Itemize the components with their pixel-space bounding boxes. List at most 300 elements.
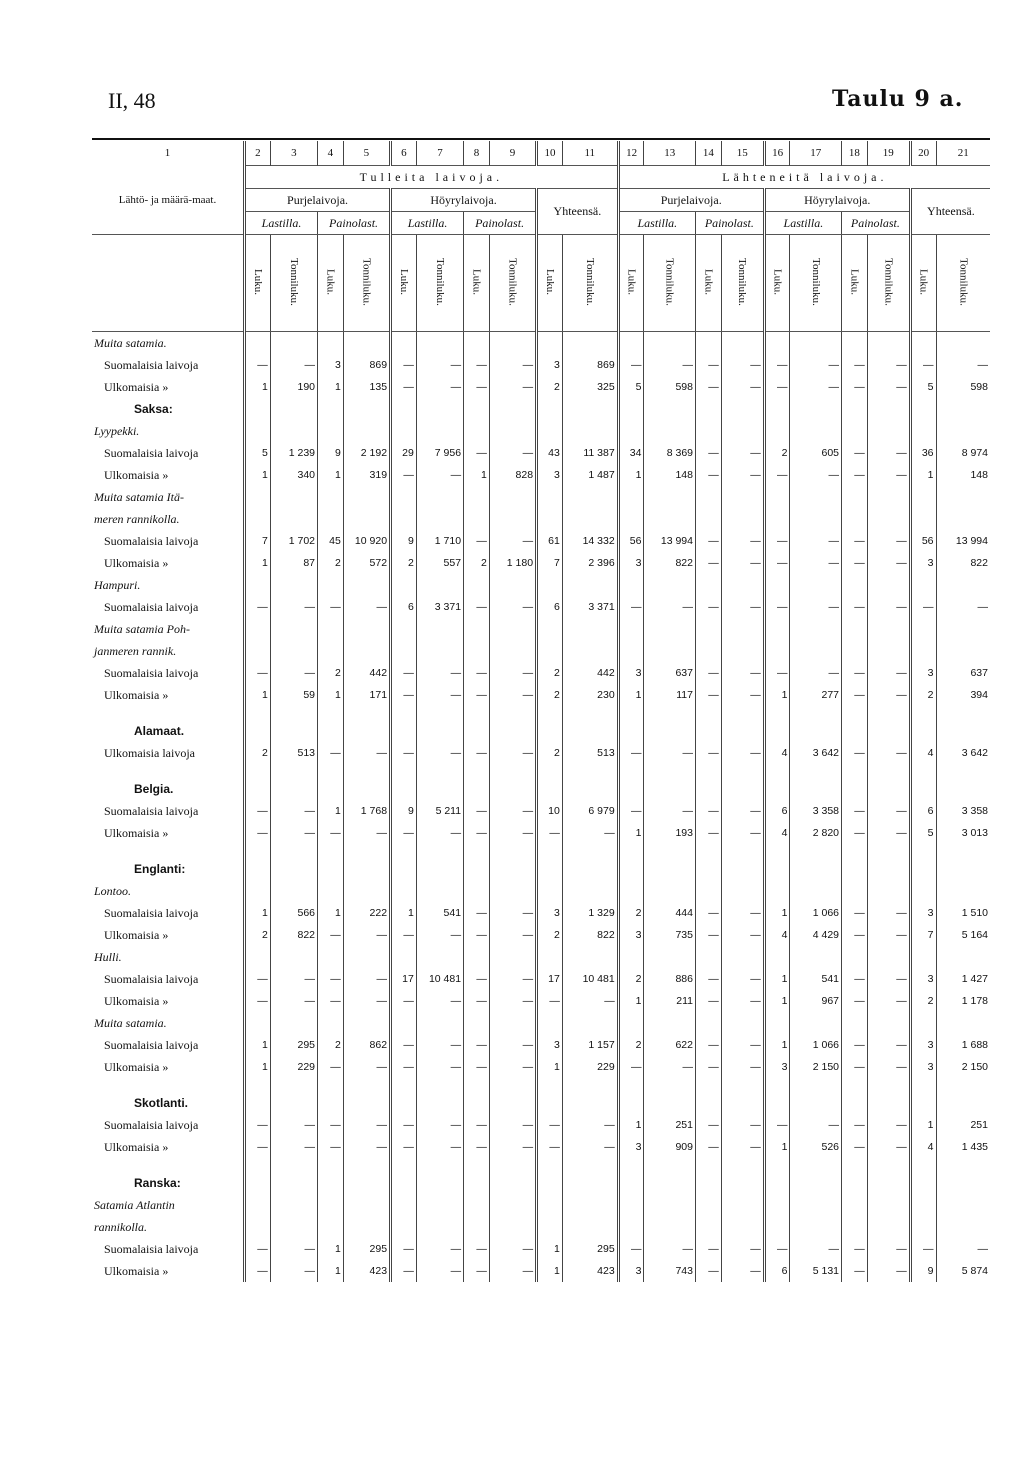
spacer-cell — [764, 844, 790, 858]
empty-cell — [391, 398, 417, 420]
heading-row — [92, 640, 990, 662]
empty-cell — [618, 858, 644, 880]
empty-cell — [644, 880, 696, 902]
empty-cell — [562, 720, 618, 742]
empty-cell — [790, 1012, 842, 1034]
empty-cell — [910, 398, 936, 420]
table-cell: — — [936, 354, 990, 376]
column-number: 17 — [790, 141, 842, 166]
empty-cell — [790, 1216, 842, 1238]
table-cell: — — [489, 662, 536, 684]
row-label: Ulkomaisia laivoja — [104, 745, 195, 760]
table-cell: — — [842, 1056, 868, 1078]
table-cell: — — [245, 800, 271, 822]
empty-cell — [867, 332, 910, 355]
table-cell: 1 — [245, 376, 271, 398]
table-cell: 637 — [936, 662, 990, 684]
empty-cell — [537, 1194, 563, 1216]
table-cell: 1 — [618, 990, 644, 1012]
table-cell: — — [245, 1238, 271, 1260]
table-cell: 1 710 — [416, 530, 463, 552]
empty-cell — [721, 618, 764, 640]
table-cell: — — [618, 800, 644, 822]
table-cell: — — [842, 968, 868, 990]
table-cell: — — [867, 990, 910, 1012]
table-cell: 743 — [644, 1260, 696, 1282]
empty-cell — [842, 946, 868, 968]
empty-cell — [318, 880, 344, 902]
unit-header-cell — [245, 235, 271, 332]
empty-cell — [696, 946, 722, 968]
empty-cell — [867, 508, 910, 530]
empty-cell — [644, 778, 696, 800]
table-cell: — — [842, 662, 868, 684]
spacer-cell — [936, 1158, 990, 1172]
unit-header-cell — [721, 235, 764, 332]
column-number-row — [92, 141, 990, 166]
empty-cell — [562, 946, 618, 968]
empty-cell — [790, 880, 842, 902]
spacer-cell — [270, 1078, 317, 1092]
table-cell: — — [842, 376, 868, 398]
empty-cell — [618, 618, 644, 640]
empty-cell — [537, 1172, 563, 1194]
empty-cell — [343, 720, 390, 742]
column-number: 1 — [164, 147, 171, 160]
spacer-cell — [696, 706, 722, 720]
empty-cell — [537, 398, 563, 420]
direction-header-row — [92, 166, 990, 189]
unit-header-cell — [867, 235, 910, 332]
empty-cell — [270, 1092, 317, 1114]
spacer-cell — [910, 764, 936, 778]
spacer-cell — [764, 706, 790, 720]
unit-header-row — [92, 235, 990, 332]
empty-cell — [391, 880, 417, 902]
table-cell: — — [562, 1136, 618, 1158]
row-label: Ulkomaisia » — [104, 1263, 169, 1278]
table-row — [92, 990, 990, 1012]
table-cell: — — [842, 822, 868, 844]
spacer-cell — [790, 706, 842, 720]
empty-cell — [644, 486, 696, 508]
empty-cell — [867, 486, 910, 508]
table-cell: 1 — [318, 376, 344, 398]
table-cell: — — [464, 1056, 490, 1078]
empty-cell — [391, 640, 417, 662]
empty-cell — [867, 398, 910, 420]
table-cell: — — [489, 990, 536, 1012]
table-cell: 1 — [618, 1114, 644, 1136]
table-cell: — — [842, 354, 868, 376]
empty-cell — [416, 1216, 463, 1238]
table-cell: — — [842, 800, 868, 822]
table-cell: — — [416, 990, 463, 1012]
empty-cell — [644, 720, 696, 742]
empty-cell — [721, 1092, 764, 1114]
row-label: Suomalaisia laivoja — [104, 1117, 199, 1132]
table-cell: — — [489, 376, 536, 398]
count-header: Luku. — [917, 268, 930, 295]
empty-cell — [343, 640, 390, 662]
table-cell: — — [489, 800, 536, 822]
table-row — [92, 1114, 990, 1136]
spacer-cell — [842, 1158, 868, 1172]
table-cell: — — [245, 968, 271, 990]
empty-cell — [721, 574, 764, 596]
empty-cell — [936, 398, 990, 420]
table-cell: — — [721, 1056, 764, 1078]
empty-cell — [696, 1216, 722, 1238]
spacer-cell — [644, 1158, 696, 1172]
empty-cell — [489, 486, 536, 508]
empty-cell — [867, 778, 910, 800]
empty-cell — [270, 880, 317, 902]
table-row — [92, 1056, 990, 1078]
empty-cell — [416, 858, 463, 880]
table-cell: — — [270, 1136, 317, 1158]
table-cell: 3 — [537, 464, 563, 486]
empty-cell — [842, 1172, 868, 1194]
empty-cell — [318, 946, 344, 968]
empty-cell — [867, 858, 910, 880]
table-cell: — — [270, 990, 317, 1012]
empty-cell — [842, 618, 868, 640]
table-cell: — — [489, 1034, 536, 1056]
table-cell: — — [764, 464, 790, 486]
table-cell: 2 396 — [562, 552, 618, 574]
spacer-cell — [618, 844, 644, 858]
table-cell: — — [464, 990, 490, 1012]
count-header: Luku. — [625, 268, 638, 295]
empty-cell — [764, 720, 790, 742]
unit-header-cell — [936, 235, 990, 332]
empty-cell — [790, 618, 842, 640]
empty-cell — [790, 486, 842, 508]
spacer-cell — [764, 1078, 790, 1092]
empty-cell — [721, 332, 764, 355]
empty-cell — [696, 398, 722, 420]
empty-cell — [416, 720, 463, 742]
empty-cell — [696, 1172, 722, 1194]
ballast-header: Painolast. — [696, 212, 765, 235]
empty-cell — [696, 574, 722, 596]
empty-cell — [910, 858, 936, 880]
table-cell: — — [867, 530, 910, 552]
empty-cell — [618, 420, 644, 442]
empty-cell — [343, 574, 390, 596]
table-cell: — — [464, 742, 490, 764]
spacer-cell — [245, 764, 271, 778]
table-cell: 5 — [910, 376, 936, 398]
table-cell: 5 874 — [936, 1260, 990, 1282]
spacer-cell — [245, 1158, 271, 1172]
empty-cell — [537, 486, 563, 508]
table-cell: — — [391, 924, 417, 946]
heading-row — [92, 1194, 990, 1216]
table-cell: 3 — [537, 1034, 563, 1056]
row-label: Suomalaisia laivoja — [104, 599, 199, 614]
table-cell: — — [318, 596, 344, 618]
table-cell: — — [416, 1238, 463, 1260]
spacer-cell — [910, 1158, 936, 1172]
spacer-cell — [92, 1158, 245, 1172]
spacer-cell — [618, 1078, 644, 1092]
table-cell: — — [245, 1136, 271, 1158]
table-cell: — — [489, 902, 536, 924]
table-cell: 10 — [537, 800, 563, 822]
table-cell: — — [721, 924, 764, 946]
table-cell: 3 358 — [790, 800, 842, 822]
empty-cell — [391, 720, 417, 742]
table-cell: 1 — [245, 1034, 271, 1056]
table-cell: 148 — [644, 464, 696, 486]
country-heading: Skotlanti. — [134, 1096, 189, 1110]
column-number: 10 — [537, 141, 563, 166]
table-cell: 8 369 — [644, 442, 696, 464]
table-cell: 3 — [618, 552, 644, 574]
empty-cell — [391, 420, 417, 442]
table-cell: 295 — [562, 1238, 618, 1260]
table-cell: 2 — [318, 552, 344, 574]
spacer-cell — [790, 844, 842, 858]
heading-row — [92, 880, 990, 902]
empty-cell — [721, 486, 764, 508]
empty-cell — [644, 1012, 696, 1034]
table-cell: — — [696, 968, 722, 990]
spacer-cell — [867, 1078, 910, 1092]
empty-cell — [910, 778, 936, 800]
heading-row — [92, 486, 990, 508]
spacer-row — [92, 706, 990, 720]
empty-cell — [537, 1092, 563, 1114]
table-cell: 1 — [537, 1056, 563, 1078]
section-heading: Hulli. — [94, 949, 122, 964]
empty-cell — [245, 1172, 271, 1194]
spacer-cell — [537, 844, 563, 858]
spacer-cell — [764, 764, 790, 778]
table-cell: — — [790, 1238, 842, 1260]
table-cell: — — [721, 822, 764, 844]
spacer-cell — [721, 1158, 764, 1172]
table-cell: — — [270, 662, 317, 684]
page-number: II, 48 — [108, 88, 156, 113]
table-cell: 541 — [416, 902, 463, 924]
empty-cell — [537, 778, 563, 800]
country-heading: Alamaat. — [134, 724, 185, 738]
table-cell: — — [416, 1260, 463, 1282]
spacer-cell — [464, 764, 490, 778]
empty-cell — [318, 1194, 344, 1216]
table-row — [92, 354, 990, 376]
table-cell: — — [489, 596, 536, 618]
empty-cell — [764, 398, 790, 420]
table-cell: — — [318, 1136, 344, 1158]
table-cell: — — [489, 1260, 536, 1282]
table-cell: — — [721, 968, 764, 990]
table-cell: — — [318, 990, 344, 1012]
empty-cell — [416, 880, 463, 902]
tonnage-header: Tonniluku. — [506, 257, 519, 306]
empty-cell — [764, 1194, 790, 1216]
empty-cell — [318, 486, 344, 508]
empty-cell — [562, 420, 618, 442]
table-cell: — — [391, 662, 417, 684]
empty-cell — [464, 640, 490, 662]
column-number: 18 — [842, 141, 868, 166]
empty-cell — [618, 946, 644, 968]
empty-cell — [721, 1216, 764, 1238]
table-cell: 193 — [644, 822, 696, 844]
spacer-cell — [318, 1078, 344, 1092]
table-cell: — — [318, 924, 344, 946]
spacer-cell — [343, 1078, 390, 1092]
empty-cell — [790, 398, 842, 420]
empty-cell — [245, 1194, 271, 1216]
empty-cell — [936, 420, 990, 442]
empty-cell — [936, 332, 990, 355]
empty-cell — [391, 778, 417, 800]
empty-cell — [644, 420, 696, 442]
table-cell: 1 066 — [790, 1034, 842, 1056]
table-cell: — — [696, 1238, 722, 1260]
table-cell: — — [790, 464, 842, 486]
empty-cell — [245, 618, 271, 640]
table-cell: — — [464, 1260, 490, 1282]
empty-cell — [721, 778, 764, 800]
table-cell: 394 — [936, 684, 990, 706]
spacer-cell — [464, 706, 490, 720]
table-row — [92, 596, 990, 618]
spacer-cell — [842, 844, 868, 858]
table-cell: 211 — [644, 990, 696, 1012]
table-cell: 4 429 — [790, 924, 842, 946]
spacer-cell — [489, 1158, 536, 1172]
empty-cell — [644, 946, 696, 968]
empty-cell — [910, 332, 936, 355]
table-cell: 598 — [936, 376, 990, 398]
table-cell: 442 — [343, 662, 390, 684]
empty-cell — [245, 398, 271, 420]
table-cell: — — [842, 1034, 868, 1056]
table-cell: 7 — [245, 530, 271, 552]
row-label: Suomalaisia laivoja — [104, 445, 199, 460]
empty-cell — [562, 1216, 618, 1238]
table-cell: — — [245, 1260, 271, 1282]
section-heading: Muita satamia. — [94, 335, 167, 350]
empty-cell — [696, 1194, 722, 1216]
tonnage-header: Tonniluku. — [957, 257, 970, 306]
table-row — [92, 1238, 990, 1260]
table-cell: — — [790, 376, 842, 398]
spacer-cell — [867, 844, 910, 858]
spacer-cell — [696, 1158, 722, 1172]
table-cell: 319 — [343, 464, 390, 486]
table-cell: 2 820 — [790, 822, 842, 844]
empty-cell — [696, 1092, 722, 1114]
table-row — [92, 442, 990, 464]
table-cell: — — [867, 924, 910, 946]
table-cell: 2 — [764, 442, 790, 464]
table-cell: 3 371 — [416, 596, 463, 618]
empty-cell — [343, 1194, 390, 1216]
spacer-cell — [270, 706, 317, 720]
empty-cell — [489, 508, 536, 530]
table-cell: 11 387 — [562, 442, 618, 464]
empty-cell — [318, 720, 344, 742]
table-cell: 822 — [562, 924, 618, 946]
table-cell: 6 — [764, 800, 790, 822]
table-cell: 2 — [318, 662, 344, 684]
table-cell: — — [416, 1056, 463, 1078]
table-cell: 251 — [644, 1114, 696, 1136]
table-cell: — — [721, 376, 764, 398]
empty-cell — [318, 508, 344, 530]
table-cell: — — [867, 968, 910, 990]
empty-cell — [343, 420, 390, 442]
table-cell: 6 979 — [562, 800, 618, 822]
empty-cell — [245, 1216, 271, 1238]
table-cell: 3 — [910, 968, 936, 990]
count-header: Luku. — [702, 268, 715, 295]
table-cell: — — [391, 1034, 417, 1056]
empty-cell — [416, 508, 463, 530]
table-cell: — — [489, 1136, 536, 1158]
spacer-cell — [562, 1158, 618, 1172]
empty-cell — [842, 880, 868, 902]
table-cell: 2 — [537, 742, 563, 764]
empty-cell — [562, 880, 618, 902]
spacer-cell — [92, 844, 245, 858]
empty-cell — [391, 332, 417, 355]
empty-cell — [537, 946, 563, 968]
empty-cell — [270, 720, 317, 742]
column-number: 12 — [618, 141, 644, 166]
empty-cell — [618, 1012, 644, 1034]
table-cell: 171 — [343, 684, 390, 706]
spacer-cell — [245, 844, 271, 858]
empty-cell — [464, 1216, 490, 1238]
empty-cell — [790, 858, 842, 880]
table-cell: — — [416, 376, 463, 398]
table-cell: — — [764, 530, 790, 552]
empty-cell — [867, 1172, 910, 1194]
table-cell: 1 — [764, 968, 790, 990]
empty-cell — [867, 1216, 910, 1238]
empty-cell — [644, 618, 696, 640]
table-cell: — — [562, 990, 618, 1012]
table-cell: 6 — [910, 800, 936, 822]
table-cell: 45 — [318, 530, 344, 552]
table-cell: — — [644, 596, 696, 618]
empty-cell — [764, 574, 790, 596]
spacer-cell — [867, 764, 910, 778]
table-cell: — — [721, 1238, 764, 1260]
table-row — [92, 552, 990, 574]
empty-cell — [270, 858, 317, 880]
empty-cell — [721, 1012, 764, 1034]
table-cell: — — [721, 1260, 764, 1282]
empty-cell — [618, 778, 644, 800]
empty-cell — [790, 778, 842, 800]
table-cell: — — [618, 1238, 644, 1260]
steam-header: Höyrylaivoja. — [391, 189, 537, 212]
table-cell: — — [391, 354, 417, 376]
empty-cell — [764, 858, 790, 880]
departing-header: Lähteneitä laivoja. — [618, 166, 990, 189]
table-cell: 6 — [764, 1260, 790, 1282]
laden-header: Lastilla. — [391, 212, 464, 235]
